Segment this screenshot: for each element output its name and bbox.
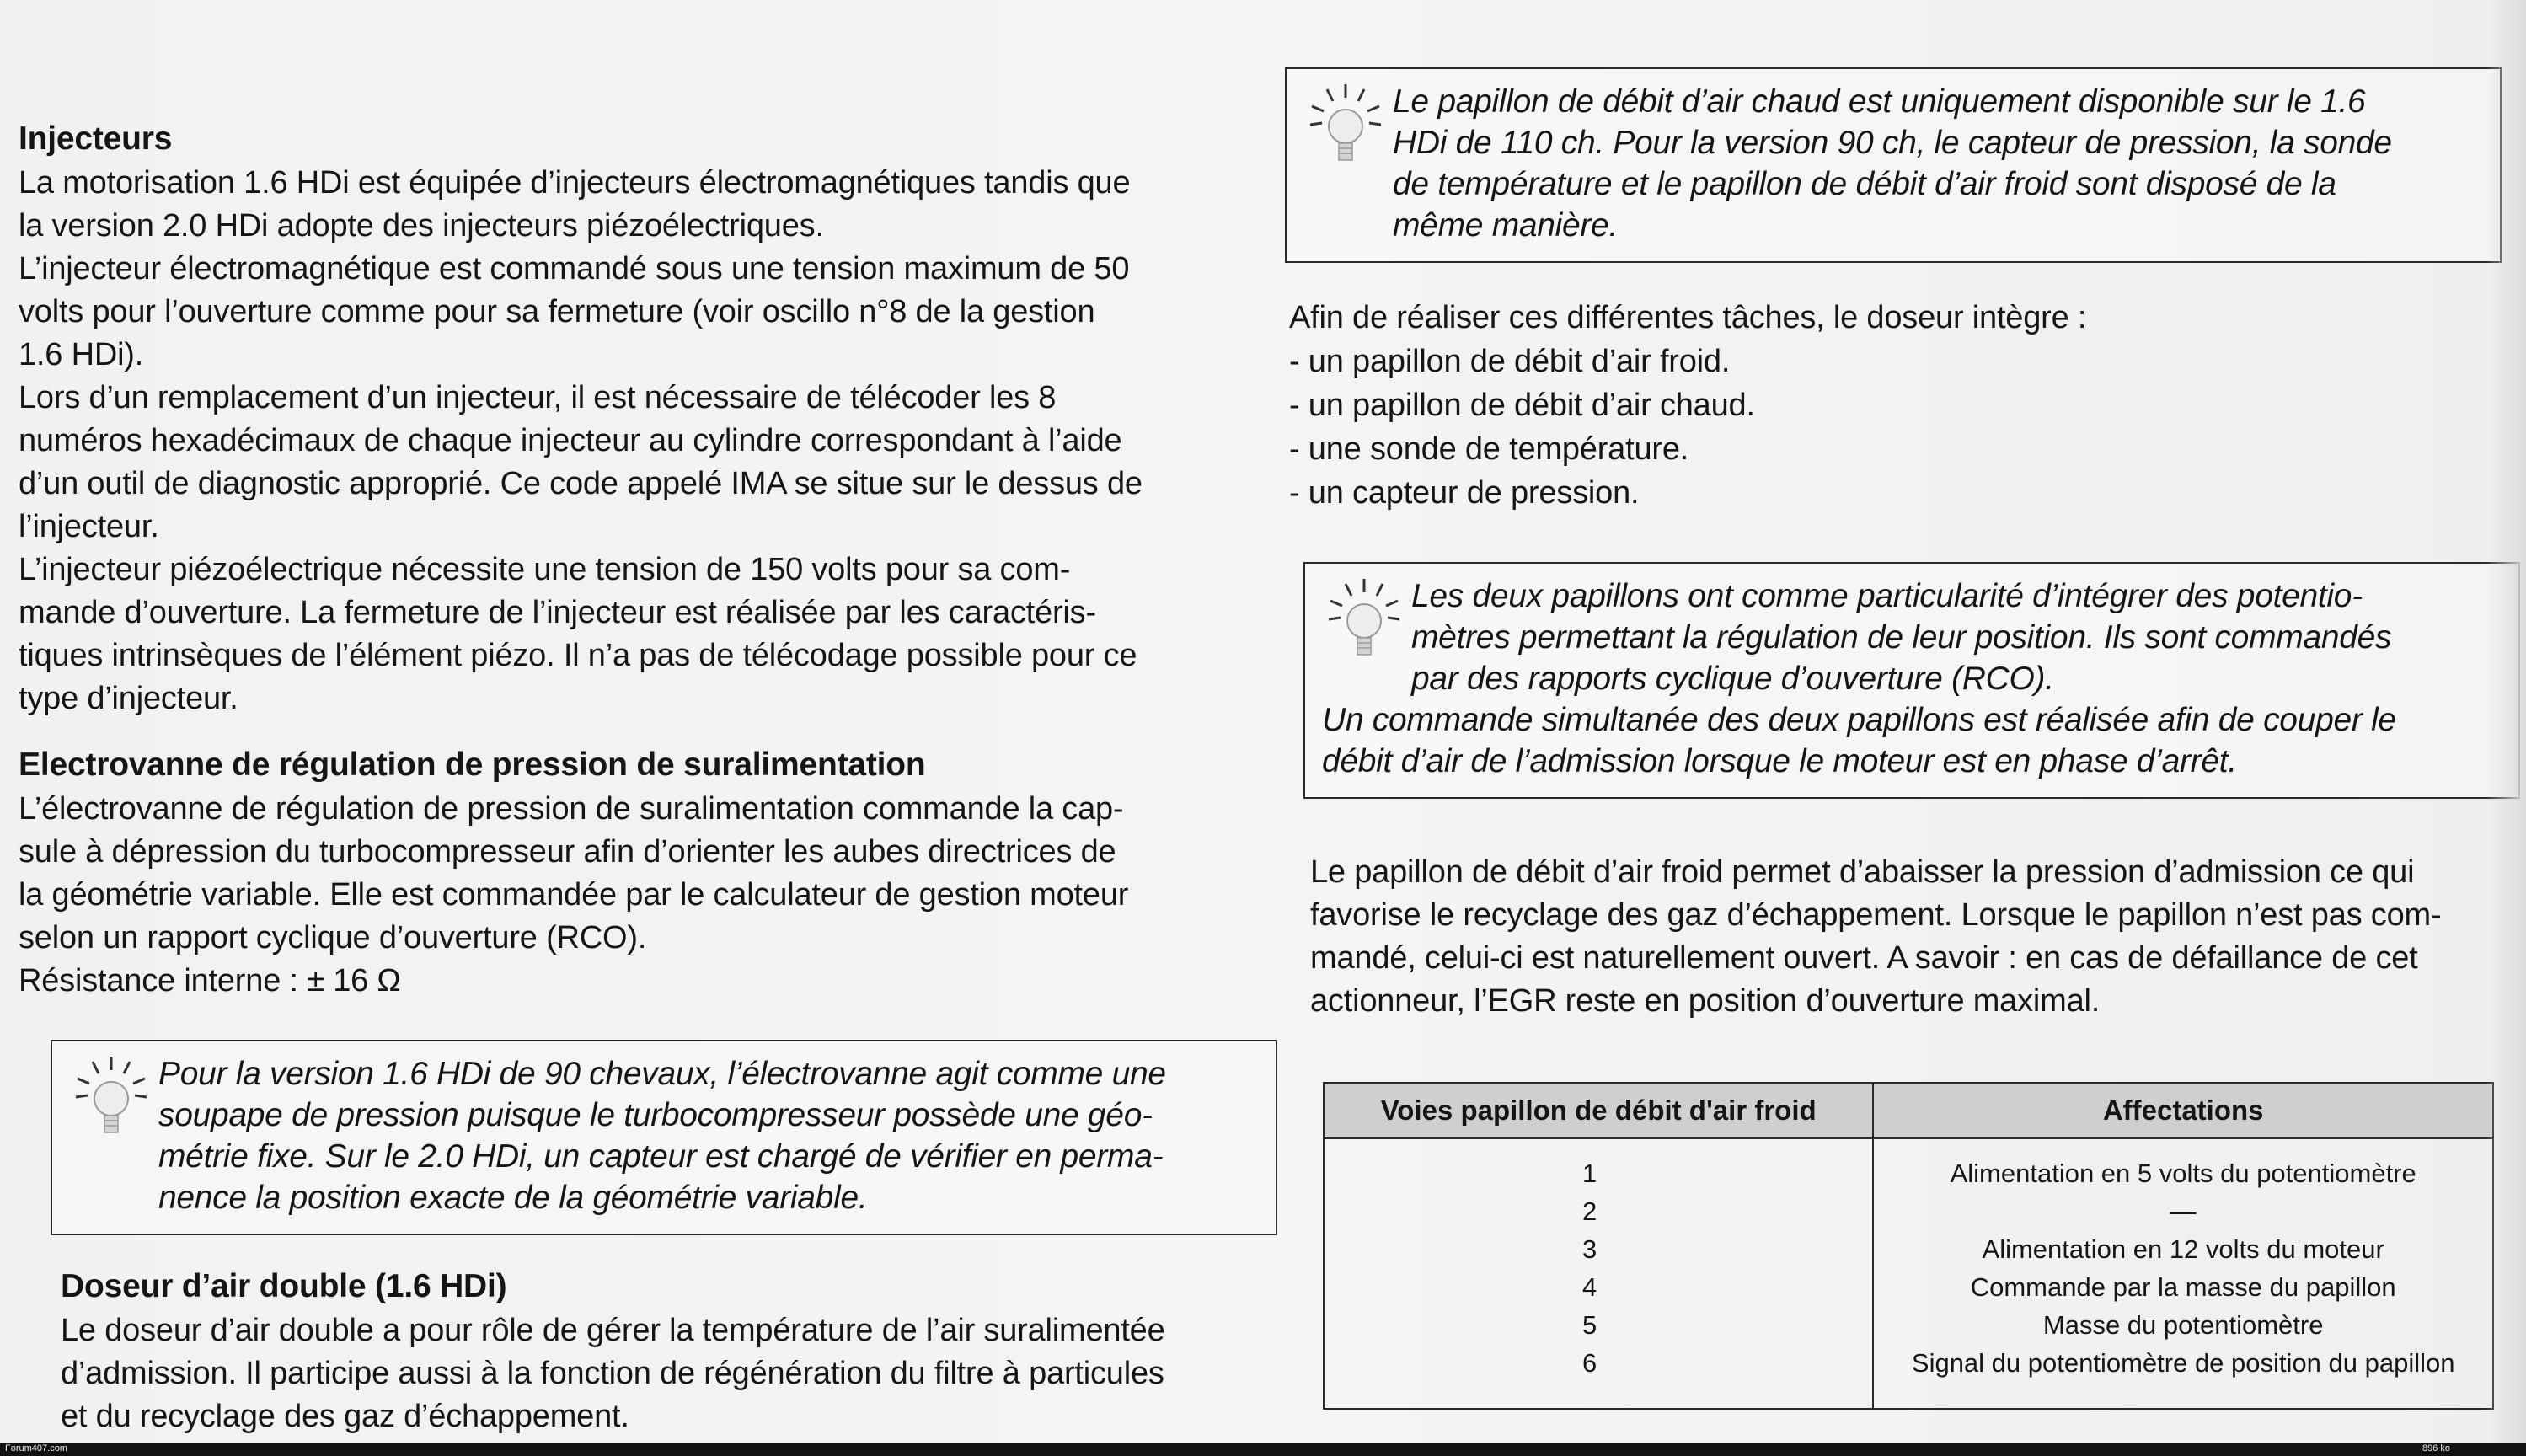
voie-number: 2 <box>1582 1196 1597 1226</box>
text-line: La motorisation 1.6 HDi est équipée d’injecteurs électromagnétiques tandis que <box>19 165 1131 201</box>
heading-doseur: Doseur d’air double (1.6 HDi) <box>61 1268 507 1304</box>
affectation: Alimentation en 12 volts du moteur <box>1982 1234 2384 1264</box>
affectation: Masse du potentiomètre <box>2042 1310 2324 1340</box>
affectations-cell <box>1873 1138 2493 1409</box>
list-item: - une sonde de température. <box>1289 431 1689 467</box>
resistance-value: Résistance interne : ± 16 Ω <box>19 963 401 998</box>
section-doseur <box>61 1266 1249 1438</box>
voie-number: 4 <box>1582 1272 1597 1302</box>
text-line: Les deux papillons ont comme particularité d’intégrer des potentio- <box>1411 578 2363 614</box>
voie-number: 3 <box>1582 1234 1597 1264</box>
text-line: numéros hexadécimaux de chaque injecteur au cylindre correspondant à l’aide <box>19 423 1122 458</box>
text-line: tiques intrinsèques de l’élément piézo. Il n’a pas de télécodage possible pour ce <box>19 638 1137 673</box>
note-text <box>1411 575 2391 699</box>
note-box-air-chaud <box>1285 67 2502 263</box>
text-line: L’injecteur piézoélectrique nécessite une tension de 150 volts pour sa com- <box>19 552 1071 587</box>
voie-number: 1 <box>1582 1159 1597 1188</box>
text-line: sule à dépression du turbocompresseur afin d’orienter les aubes directrices de <box>19 834 1116 870</box>
text-line: mande d’ouverture. La fermeture de l’injecteur est réalisée par les caractéris- <box>19 595 1096 630</box>
voies-cell <box>1324 1138 1873 1409</box>
section-electrovanne <box>19 744 1249 1003</box>
text-line: Le papillon de débit d’air froid permet d’abaisser la pression d’admission ce qui <box>1310 854 2415 890</box>
text-line: l’injecteur. <box>19 509 159 544</box>
text-line: d’un outil de diagnostic approprié. Ce code appelé IMA se situe sur le dessus de <box>19 466 1143 501</box>
text-line: Pour la version 1.6 HDi de 90 chevaux, l’électrovanne agit comme une <box>158 1056 1166 1092</box>
list-item: - un papillon de débit d’air chaud. <box>1289 388 1755 423</box>
voies-table <box>1323 1082 2494 1410</box>
voies-table-container <box>1323 1082 2494 1410</box>
text-line: 1.6 HDi). <box>19 337 144 372</box>
column-header-affectations: Affectations <box>1873 1083 2493 1138</box>
text-line: Le papillon de débit d’air chaud est uniquement disponible sur le 1.6 <box>1393 83 2366 120</box>
text-line: la géométrie variable. Elle est commandée par le calculateur de gestion moteur <box>19 877 1129 913</box>
heading-electrovanne: Electrovanne de régulation de pression de suralimentation <box>19 747 926 783</box>
affectation: — <box>2170 1196 2197 1226</box>
text-line: L’injecteur électromagnétique est commandé sous une tension maximum de 50 <box>19 251 1130 286</box>
heading-injecteurs: Injecteurs <box>19 120 173 157</box>
right-column <box>1285 67 2481 1410</box>
affectation: Signal du potentiomètre de position du papillon <box>1911 1348 2455 1378</box>
footer-bar <box>0 1443 2526 1456</box>
note-box-electrovanne <box>51 1040 1277 1235</box>
list-item: - un capteur de pression. <box>1289 475 1640 511</box>
lightbulb-icon <box>1322 575 1406 668</box>
footer-file-size: 896 ko <box>2422 1443 2450 1453</box>
text-line: et du recyclage des gaz d’échappement. <box>61 1399 629 1434</box>
voie-number: 6 <box>1582 1348 1597 1378</box>
text-line: type d’injecteur. <box>19 681 238 716</box>
note-tail-text <box>1322 699 2502 782</box>
lightbulb-icon <box>1303 81 1388 174</box>
list-item: - un papillon de débit d’air froid. <box>1289 344 1731 379</box>
voie-number: 5 <box>1582 1310 1597 1340</box>
intro-text: Afin de réaliser ces différentes tâches, le doseur intègre : <box>1289 300 2087 335</box>
note-text <box>158 1053 1166 1218</box>
text-line: soupape de pression puisque le turbocompresseur possède une géo- <box>158 1097 1153 1133</box>
affectation: Alimentation en 5 volts du potentiomètre <box>1950 1159 2416 1188</box>
text-line: la version 2.0 HDi adopte des injecteurs piézoélectriques. <box>19 208 824 244</box>
text-line: actionneur, l’EGR reste en position d’ouverture maximal. <box>1310 983 2101 1019</box>
text-line: métrie fixe. Sur le 2.0 HDi, un capteur est chargé de vérifier en perma- <box>158 1138 1164 1175</box>
section-doseur-composants <box>1289 297 2481 515</box>
text-line: par des rapports cyclique d’ouverture (RCO). <box>1411 661 2054 697</box>
text-line: favorise le recyclage des gaz d’échappement. Lorsque le papillon n’est pas com- <box>1310 897 2442 933</box>
text-line: d’admission. Il participe aussi à la fonction de régénération du filtre à particules <box>61 1356 1164 1391</box>
text-line: Le doseur d’air double a pour rôle de gérer la température de l’air suralimentée <box>61 1313 1165 1348</box>
text-line: HDi de 110 ch. Pour la version 90 ch, le capteur de pression, la sonde <box>1393 125 2392 161</box>
footer-watermark: Forum407.com <box>5 1443 67 1453</box>
text-line: volts pour l’ouverture comme pour sa fermeture (voir oscillo n°8 de la gestion <box>19 294 1095 329</box>
text-line: L’électrovanne de régulation de pression de suralimentation commande la cap- <box>19 791 1124 827</box>
injecteurs-paragraph-1 <box>19 162 1249 720</box>
text-line: même manière. <box>1393 207 1619 244</box>
affectation: Commande par la masse du papillon <box>1970 1272 2396 1302</box>
text-line: débit d’air de l’admission lorsque le moteur est en phase d’arrêt. <box>1322 743 2237 779</box>
note-text <box>1393 81 2392 246</box>
text-line: mètres permettant la régulation de leur position. Ils sont commandés <box>1411 619 2392 656</box>
electrovanne-paragraph <box>19 788 1249 1003</box>
table-row <box>1324 1138 2493 1409</box>
papillon-froid-paragraph <box>1310 851 2481 1023</box>
section-injecteurs <box>19 118 1249 720</box>
left-column <box>19 118 1249 1453</box>
note-box-papillons <box>1303 562 2520 799</box>
text-line: mandé, celui-ci est naturellement ouvert. A savoir : en cas de défaillance de cet <box>1310 940 2418 976</box>
text-line: nence la position exacte de la géométrie variable. <box>158 1180 868 1216</box>
text-line: selon un rapport cyclique d’ouverture (RCO). <box>19 920 647 956</box>
text-line: Un commande simultanée des deux papillons est réalisée afin de couper le <box>1322 702 2396 738</box>
page-edge-shadow <box>2486 0 2526 1443</box>
text-line: de température et le papillon de débit d’air froid sont disposé de la <box>1393 166 2336 202</box>
doseur-paragraph <box>61 1309 1249 1438</box>
text-line: Lors d’un remplacement d’un injecteur, il est nécessaire de télécoder les 8 <box>19 380 1057 415</box>
component-list <box>1289 340 2481 515</box>
column-header-voies: Voies papillon de débit d'air froid <box>1324 1083 1873 1138</box>
lightbulb-icon <box>69 1053 153 1146</box>
